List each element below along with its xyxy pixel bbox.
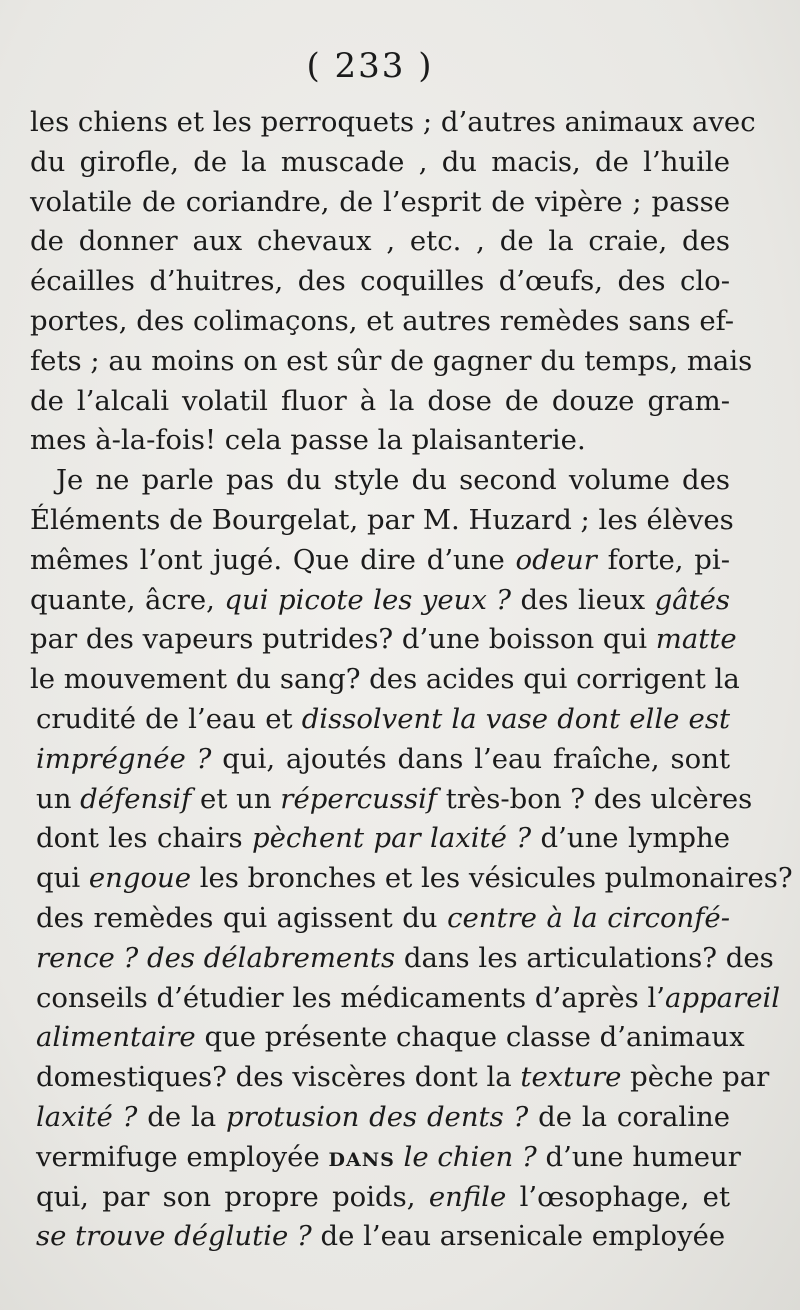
- text-span: de l’alcali volatil fluor à la dose de douze gram-: [30, 384, 730, 417]
- text-span: de l’eau arsenicale employée: [311, 1220, 726, 1253]
- text-span: dont les chairs: [36, 822, 252, 855]
- text-line: [30, 1178, 730, 1218]
- text-line: [30, 461, 730, 501]
- italic-text: engoue: [88, 862, 191, 895]
- italic-text: matte: [655, 623, 737, 656]
- text-span: volatile de coriandre, de l’esprit de vipère ; passe: [30, 185, 730, 218]
- text-span: de la coraline: [528, 1100, 730, 1133]
- text-span: les bronches et les vésicules pulmonaires?: [191, 862, 793, 895]
- text-line: [30, 581, 730, 621]
- text-span: mêmes l’ont jugé. Que dire d’une: [30, 543, 516, 576]
- text-line: [30, 620, 737, 660]
- text-line: [30, 541, 730, 581]
- text-line: [30, 660, 740, 700]
- text-span: domestiques? des viscères dont la: [36, 1061, 521, 1094]
- text-line: [30, 1138, 741, 1178]
- text-span: un: [36, 782, 81, 815]
- text-line: [30, 421, 730, 461]
- text-line: [30, 979, 781, 1019]
- text-line: [30, 222, 730, 262]
- text-line: [30, 1217, 730, 1257]
- text-line: [30, 700, 730, 740]
- text-span: des lieux: [511, 583, 655, 616]
- text-line: [30, 342, 753, 382]
- text-span: des remèdes qui agissent du: [36, 901, 448, 934]
- text-span: Je ne parle pas du style du second volume des: [56, 464, 730, 497]
- text-span: que présente chaque classe d’animaux: [195, 1021, 745, 1054]
- text-line: [30, 143, 730, 183]
- text-line: [30, 859, 793, 899]
- text-line: [30, 1058, 770, 1098]
- italic-text: le chien ?: [403, 1140, 537, 1173]
- text-span: Éléments de Bourgelat, par M. Huzard ; les élèves: [30, 503, 734, 536]
- body-text: [30, 103, 793, 1257]
- text-span: écailles d’huitres, des coquilles d’œufs, des clo-: [30, 265, 730, 298]
- text-span: par des vapeurs putrides? d’une boisson qui: [30, 623, 656, 656]
- italic-text: dissolvent la vase dont elle est: [301, 702, 730, 735]
- text-line: [30, 302, 735, 342]
- text-span: de la: [137, 1100, 227, 1133]
- text-line: [30, 819, 730, 859]
- text-span: pèche par: [621, 1061, 770, 1094]
- text-span: portes, des colimaçons, et autres remèdes sans ef-: [30, 304, 735, 337]
- text-line: [30, 1018, 745, 1058]
- page-number: ( 233 ): [306, 46, 434, 86]
- italic-text: défensif: [80, 782, 192, 815]
- italic-text: enfile: [428, 1180, 507, 1213]
- text-span: l’œsophage, et: [506, 1180, 730, 1213]
- text-line: [30, 780, 753, 820]
- italic-text: imprégnée ?: [36, 742, 212, 775]
- italic-text: centre à la circonfé-: [447, 901, 730, 934]
- italic-text: laxité ?: [36, 1100, 138, 1133]
- text-span: vermifuge employée: [36, 1140, 329, 1173]
- text-span: qui, par son propre poids,: [36, 1180, 429, 1213]
- text-line: [30, 1098, 730, 1138]
- italic-text: odeur: [515, 543, 597, 576]
- small-caps-text: DANS: [328, 1148, 395, 1171]
- text-span: conseils d’étudier les médicaments d’après l’: [36, 981, 666, 1014]
- text-span: du girofle, de la muscade , du macis, de l’huile: [30, 145, 730, 178]
- text-span: de donner aux chevaux , etc. , de la craie, des: [30, 225, 730, 258]
- text-span: [395, 1141, 404, 1173]
- text-span: qui: [36, 862, 89, 895]
- italic-text: alimentaire: [36, 1021, 196, 1054]
- text-line: [30, 939, 774, 979]
- italic-text: répercussif: [280, 782, 438, 815]
- text-span: crudité de l’eau et: [36, 702, 302, 735]
- italic-text: qui picote les yeux ?: [224, 583, 512, 616]
- text-span: d’une lymphe: [531, 822, 731, 855]
- text-span: dans les articulations? des: [395, 941, 774, 974]
- italic-text: se trouve déglutie ?: [36, 1220, 312, 1253]
- italic-text: appareil: [665, 981, 781, 1014]
- text-span: quante, âcre,: [30, 583, 225, 616]
- italic-text: pèchent par laxité ?: [252, 822, 532, 855]
- text-span: et un: [191, 782, 281, 815]
- italic-text: gâtés: [654, 583, 730, 616]
- text-line: [30, 899, 730, 939]
- text-span: mes à-la-fois! cela passe la plaisanterie.: [30, 424, 586, 457]
- text-line: [30, 262, 730, 302]
- text-line: [30, 183, 730, 223]
- text-span: très-bon ? des ulcères: [437, 782, 753, 815]
- text-line: [30, 501, 734, 541]
- text-line: [30, 103, 756, 143]
- text-span: d’une humeur: [536, 1140, 741, 1173]
- italic-text: texture: [520, 1061, 622, 1094]
- text-line: [30, 740, 730, 780]
- italic-text: rence ? des délabrements: [36, 941, 396, 974]
- text-span: forte, pi-: [596, 543, 730, 576]
- italic-text: protusion des dents ?: [226, 1100, 529, 1133]
- text-line: [30, 382, 730, 422]
- text-span: le mouvement du sang? des acides qui corrigent la: [30, 663, 740, 696]
- text-span: qui, ajoutés dans l’eau fraîche, sont: [211, 742, 730, 775]
- text-span: fets ; au moins on est sûr de gagner du temps, mais: [30, 344, 753, 377]
- text-span: les chiens et les perroquets ; d’autres animaux avec: [30, 106, 756, 138]
